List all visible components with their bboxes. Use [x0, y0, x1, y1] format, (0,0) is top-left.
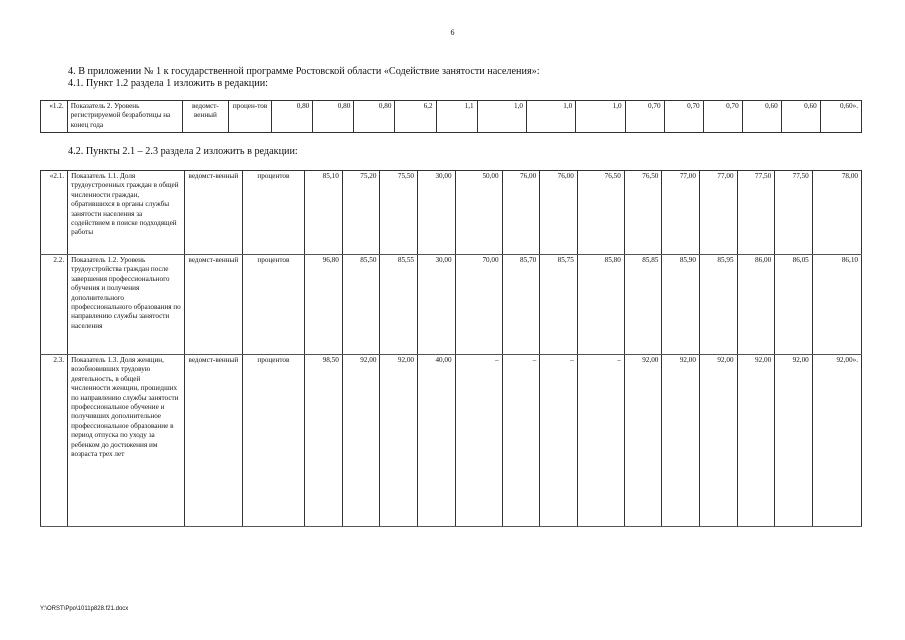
unit-cell: процентов — [242, 255, 305, 355]
value-cell: 0,70 — [625, 101, 664, 133]
table-row — [41, 255, 862, 355]
value-cell: 0,70 — [703, 101, 742, 133]
value-cell: 6,2 — [395, 101, 436, 133]
table-row — [41, 101, 862, 133]
value-cell: 85,50 — [342, 255, 380, 355]
value-cell: – — [455, 355, 502, 527]
value-cell: 92,00 — [624, 355, 662, 527]
value-cell: 85,85 — [624, 255, 662, 355]
page-number: 6 — [450, 28, 455, 37]
file-path-footer: Y:\ORST\Ppo\1011p828.f21.docx — [40, 606, 129, 612]
value-cell: 75,20 — [342, 171, 380, 255]
value-cell: 92,00 — [662, 355, 700, 527]
value-cell: 1,1 — [436, 101, 477, 133]
value-cell: 86,00 — [737, 255, 775, 355]
indicator-type-cell: ведомст-венный — [185, 171, 242, 255]
value-cell: 70,00 — [455, 255, 502, 355]
indicator-type-cell: ведомст-венный — [185, 255, 242, 355]
unit-cell: процентов — [242, 355, 305, 527]
value-cell: 76,00 — [540, 171, 578, 255]
value-cell: 92,00 — [380, 355, 418, 527]
value-cell: 50,00 — [455, 171, 502, 255]
value-cell: 78,00 — [812, 171, 861, 255]
value-cell: 30,00 — [418, 255, 456, 355]
table-row — [41, 355, 862, 527]
value-cell: 76,50 — [624, 171, 662, 255]
value-cell: 77,50 — [737, 171, 775, 255]
value-cell: 1,0 — [576, 101, 625, 133]
value-cell: – — [540, 355, 578, 527]
value-cell: 92,00 — [699, 355, 737, 527]
value-cell: 98,50 — [305, 355, 343, 527]
value-cell: 40,00 — [418, 355, 456, 527]
value-cell: 86,10 — [812, 255, 861, 355]
indicator-name-cell: Показатель 2. Уровень регистрируемой безработицы на конец года — [67, 101, 182, 133]
value-cell: 0,70 — [664, 101, 703, 133]
table-row — [41, 171, 862, 255]
value-cell: 85,70 — [502, 255, 540, 355]
value-cell: – — [577, 355, 624, 527]
value-cell: 76,00 — [502, 171, 540, 255]
value-cell: 92,00 — [737, 355, 775, 527]
value-cell: – — [502, 355, 540, 527]
indicator-name-cell: Показатель 1.2. Уровень трудоустройства граждан после завершения профессионального обучения и получения дополнительного профессионального образования по направлению службы занятости населения — [68, 255, 185, 355]
value-cell: 0,60 — [781, 101, 820, 133]
value-cell: 75,50 — [380, 171, 418, 255]
value-cell: 92,00 — [775, 355, 813, 527]
value-cell: 92,00». — [812, 355, 861, 527]
value-cell: 85,95 — [699, 255, 737, 355]
value-cell: 0,60». — [820, 101, 861, 133]
unit-cell: процентов — [242, 171, 305, 255]
value-cell: 0,80 — [313, 101, 354, 133]
value-cell: 1,0 — [477, 101, 526, 133]
value-cell: 1,0 — [526, 101, 575, 133]
value-cell: 92,00 — [342, 355, 380, 527]
value-cell: 85,80 — [577, 255, 624, 355]
value-cell: 76,50 — [577, 171, 624, 255]
row-number-cell: «2.1. — [41, 171, 68, 255]
value-cell: 85,90 — [662, 255, 700, 355]
value-cell: 77,50 — [775, 171, 813, 255]
unit-cell: процен-тов — [229, 101, 272, 133]
value-cell: 0,80 — [354, 101, 395, 133]
amendment-heading: 4. В приложении № 1 к государственной программе Ростовской области «Содействие занятости населения»: — [68, 66, 540, 77]
indicator-type-cell: ведомст-венный — [182, 101, 228, 133]
value-cell: 85,10 — [305, 171, 343, 255]
value-cell: 0,80 — [272, 101, 313, 133]
indicator-name-cell: Показатель 1.1. Доля трудоустроенных граждан в общей численности граждан, обратившихся в органы службы занятости населения за содействием в поиске подходящей работы — [68, 171, 185, 255]
item-4-1-heading: 4.1. Пункт 1.2 раздела 1 изложить в редакции: — [68, 78, 268, 89]
value-cell: 77,00 — [662, 171, 700, 255]
row-number-cell: «1.2. — [41, 101, 68, 133]
value-cell: 77,00 — [699, 171, 737, 255]
indicator-table-section-2 — [40, 170, 862, 527]
row-number-cell: 2.2. — [41, 255, 68, 355]
item-4-2-heading: 4.2. Пункты 2.1 – 2.3 раздела 2 изложить в редакции: — [68, 146, 298, 157]
value-cell: 0,60 — [742, 101, 781, 133]
indicator-table-section-1 — [40, 100, 862, 133]
value-cell: 86,05 — [775, 255, 813, 355]
indicator-name-cell: Показатель 1.3. Доля женщин, возобновивших трудовую деятельность, в общей численности женщин, прошедших по направлению службы занятости профессиональное обучение и получивших дополнительное профессиональное образование в период отпуска по уходу за ребенком до достижения им возраста трех лет — [68, 355, 185, 527]
row-number-cell: 2.3. — [41, 355, 68, 527]
value-cell: 85,55 — [380, 255, 418, 355]
value-cell: 96,80 — [305, 255, 343, 355]
value-cell: 85,75 — [540, 255, 578, 355]
value-cell: 30,00 — [418, 171, 456, 255]
indicator-type-cell: ведомст-венный — [185, 355, 242, 527]
